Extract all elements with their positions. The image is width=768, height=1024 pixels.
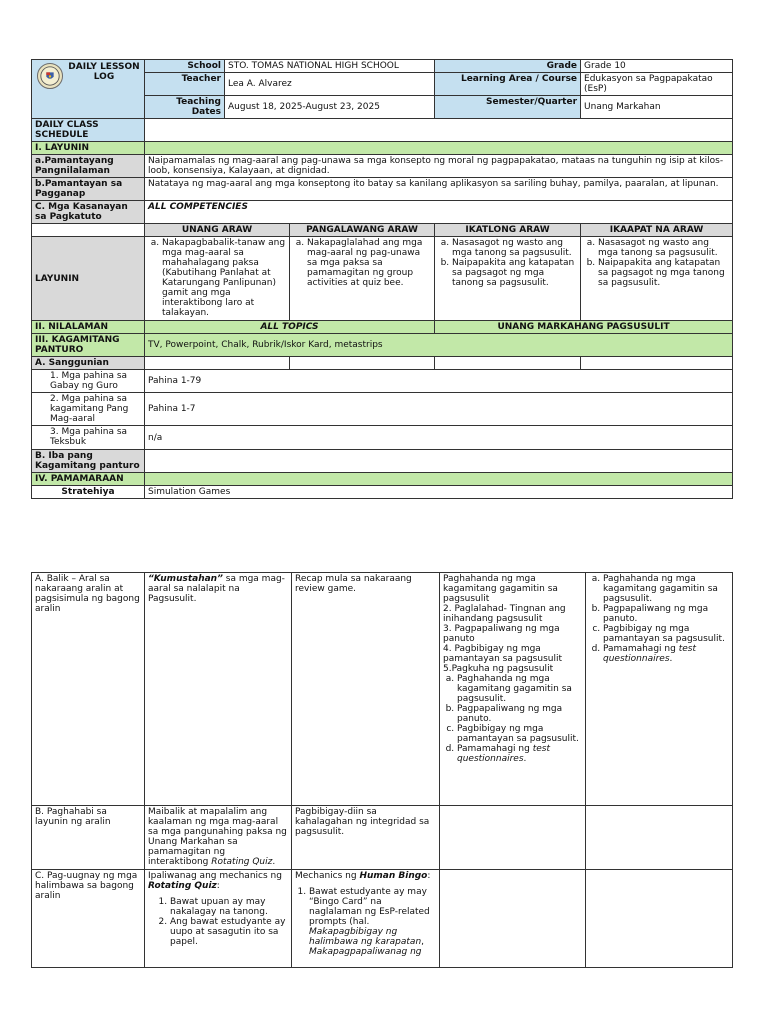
list-item: a. Nasasagot ng wasto ang mga tanong sa pagsusulit. <box>598 238 729 258</box>
sanggunian-day3 <box>435 357 581 370</box>
kagamitang-panturo-heading: III. KAGAMITANG PANTURO <box>32 334 145 357</box>
daily-lesson-log-table-procedures <box>31 572 733 968</box>
stratehiya-label: Stratehiya <box>32 486 145 499</box>
teacher-label: Teacher <box>145 73 225 96</box>
layunin-day3 <box>435 237 581 321</box>
layunin-day1 <box>145 237 290 321</box>
school-label: School <box>145 60 225 73</box>
list-item: a. Nakapaglalahad ang mga mag-aaral ng pag-unawa sa mga paksa sa pamamagitan ng group activities at quiz bee. <box>307 238 431 288</box>
daily-class-schedule-value <box>145 119 733 142</box>
day-header-2: PANGALAWANG ARAW <box>290 224 435 237</box>
kumustahan-title: “Kumustahan” <box>148 574 223 584</box>
list-item: 1. Bawat upuan ay may nakalagay na tanong. <box>170 897 288 917</box>
teksbuk-value: n/a <box>145 426 733 450</box>
sanggunian-day2 <box>290 357 435 370</box>
list-item: b. Naipapakita ang katapatan sa pagsagot ng mga tanong sa pagsusulit. <box>598 258 729 288</box>
pag-uugnay-day4 <box>586 870 733 968</box>
text-line: 4. Pagbibigay ng mga pamantayan sa pagsusulit <box>443 644 562 664</box>
mga-kasanayan-text: ALL COMPETENCIES <box>145 201 733 224</box>
paghahabi-day4 <box>586 806 733 870</box>
sanggunian-day4 <box>581 357 733 370</box>
grade-value: Grade 10 <box>581 60 733 73</box>
list-item: 2. Ang bawat estudyante ay uupo at sasagutin ito sa papel. <box>170 917 288 947</box>
text-line: 3. Pagpapaliwang ng mga panuto <box>443 624 560 644</box>
teaching-dates-label: Teaching Dates <box>145 96 225 119</box>
item-number: 2. <box>50 394 59 404</box>
item-label: Mga pahina sa kagamitang Pang Mag-aaral <box>50 394 129 424</box>
balik-aral-day3 <box>440 573 586 806</box>
kumustahan-text: sa mga mag-aaral sa nalalapit na Pagsusulit. <box>148 574 285 604</box>
pag-uugnay-day3 <box>440 870 586 968</box>
sanggunian-label: A. Sanggunian <box>32 357 145 370</box>
iba-pang-kagamitang-label: B. Iba pang Kagamitang panturo <box>32 450 145 473</box>
grade-label: Grade <box>435 60 581 73</box>
list-item: b. Naipapakita ang katapatan sa pagsagot ng mga tanong sa pagsusulit. <box>452 258 577 288</box>
learning-area-label: Learning Area / Course <box>435 73 581 96</box>
teaching-dates-value: August 18, 2025-August 23, 2025 <box>225 96 435 119</box>
kagamitang-panturo-value: TV, Powerpoint, Chalk, Rubrik/Iskor Kard, metastrips <box>145 334 733 357</box>
learning-area-value: Edukasyon sa Pagpapakatao (EsP) <box>581 73 733 96</box>
list-item: 1. Bawat estudyante ay may “Bingo Card” na naglalaman ng EsP-related prompts (hal. Makapagbibigay ng halimbawa ng karapatan, Makapagpapaliwanag ng <box>309 887 436 957</box>
layunin-row-label: LAYUNIN <box>32 237 145 321</box>
pamantayang-pangnilalaman-text: Naipamamalas ng mag-aaral ang pag-unawa sa mga konsepto ng moral ng pagpapakatao, mataas na tunguhin ng isip at kilos-loob, konsensiya, Kalayaan, at dignidad. <box>145 155 733 178</box>
text-line: 5.Pagkuha ng pagsusulit <box>443 664 554 674</box>
pag-uugnay-day1: Ipaliwanag ang mechanics ng Rotating Quiz: 1. Bawat upuan ay may nakalagay na tanong. 2. Ang bawat estudyante ay uupo at sasagutin ito sa papel. <box>145 870 292 968</box>
pag-uugnay-label: C. Pag-uugnay ng mga halimbawa sa bagong aralin <box>32 870 145 968</box>
list-item: a. Paghahanda ng mga kagamitang gagamitin sa pagsusulit. <box>457 674 582 704</box>
kagamitang-pang-mag-aaral-label <box>32 393 145 426</box>
day-header-1: UNANG ARAW <box>145 224 290 237</box>
pagsusulit-steps <box>443 574 582 674</box>
pamantayan-sa-pagganap-text: Natataya ng mag-aaral ang mga konseptong ito batay sa kanilang aplikasyon sa sariling buhay, pamilya, paaralan, at lipunan. <box>145 178 733 201</box>
layunin-section-heading: I. LAYUNIN <box>32 142 145 155</box>
paghahabi-label: B. Paghahabi sa layunin ng aralin <box>32 806 145 870</box>
daily-class-schedule-label: DAILY CLASS SCHEDULE <box>32 119 145 142</box>
stratehiya-value: Simulation Games <box>145 486 733 499</box>
text-line: Paghahanda ng mga kagamitang gagamitin sa pagsusulit <box>443 574 558 604</box>
mga-kasanayan-label: C. Mga Kasanayan sa Pagkatuto <box>32 201 145 224</box>
gabay-ng-guro-value: Pahina 1-79 <box>145 370 733 393</box>
list-item: a. Nakapagbabalik-tanaw ang mga mag-aaral sa mahahalagang paksa (Kabutihang Panlahat at Katarungang Panlipunan) gamit ang mga interaktibong laro at talakayan. <box>162 238 286 318</box>
dll-logo-cell <box>32 60 145 119</box>
pamamaraan-heading: IV. PAMAMARAAN <box>32 473 145 486</box>
balik-aral-day2: Recap mula sa nakaraang review game. <box>292 573 440 806</box>
teacher-value: Lea A. Alvarez <box>225 73 435 96</box>
pamantayang-pangnilalaman-label: a.Pamantayang Pangnilalaman <box>32 155 145 178</box>
list-item: b. Pagpapaliwang ng mga panuto. <box>457 704 582 724</box>
list-item: d. Pamamahagi ng test questionnaires. <box>457 744 582 764</box>
day-header-4: IKAAPAT NA ARAW <box>581 224 733 237</box>
balik-aral-label: A. Balik – Aral sa nakaraang aralin at pagsisimula ng bagong aralin <box>32 573 145 806</box>
list-item: c. Pagbibigay ng mga pamantayan sa pagsusulit. <box>603 624 729 644</box>
list-item: c. Pagbibigay ng mga pamantayan sa pagsusulit. <box>457 724 582 744</box>
nilalaman-heading: II. NILALAMAN <box>32 321 145 334</box>
layunin-day2 <box>290 237 435 321</box>
teksbuk-label <box>32 426 145 450</box>
list-item: a. Paghahanda ng mga kagamitang gagamitin sa pagsusulit. <box>603 574 729 604</box>
iba-pang-kagamitang-value <box>145 450 733 473</box>
deped-seal-icon <box>37 63 63 89</box>
item-label: Mga pahina sa Teksbuk <box>50 427 128 447</box>
layunin-section-fill <box>145 142 733 155</box>
dll-title: DAILY LESSON LOG <box>68 62 140 82</box>
list-item: a. Nasasagot ng wasto ang mga tanong sa pagsusulit. <box>452 238 577 258</box>
list-item: b. Pagpapaliwang ng mga panuto. <box>603 604 729 624</box>
pamantayan-sa-pagganap-label: b.Pamantayan sa Pagganap <box>32 178 145 201</box>
layunin-day4 <box>581 237 733 321</box>
sanggunian-day1 <box>145 357 290 370</box>
nilalaman-pagsusulit: UNANG MARKAHANG PAGSUSULIT <box>435 321 733 334</box>
gabay-ng-guro-label <box>32 370 145 393</box>
kagamitang-pang-mag-aaral-value: Pahina 1-7 <box>145 393 733 426</box>
pag-uugnay-day2: Mechanics ng Human Bingo: 1. Bawat estudyante ay may “Bingo Card” na naglalaman ng EsP-related prompts (hal. Makapagbibigay ng halimbawa ng karapatan, Makapagpapaliwanag ng <box>292 870 440 968</box>
day-header-blank <box>32 224 145 237</box>
paghahabi-day1: Maibalik at mapalalim ang kaalaman ng mga mag-aaral sa mga pangunahing paksa ng Unang Markahan sa pamamagitan ng interaktibong Rotating Quiz. <box>145 806 292 870</box>
item-number: 1. <box>50 371 59 381</box>
day-header-3: IKATLONG ARAW <box>435 224 581 237</box>
paghahabi-day2: Pagbibigay-diin sa kahalagahan ng integridad sa pagsusulit. <box>292 806 440 870</box>
paghahabi-day3 <box>440 806 586 870</box>
item-number: 3. <box>50 427 59 437</box>
balik-aral-day1 <box>145 573 292 806</box>
balik-aral-day4 <box>586 573 733 806</box>
list-item: d. Pamamahagi ng test questionnaires. <box>603 644 729 664</box>
daily-lesson-log-table-top <box>31 59 733 499</box>
text-line: 2. Paglalahad- Tingnan ang inihandang pagsusulit <box>443 604 566 624</box>
pamamaraan-fill <box>145 473 733 486</box>
semester-value: Unang Markahan <box>581 96 733 119</box>
item-label: Mga pahina sa Gabay ng Guro <box>50 371 128 391</box>
school-value: STO. TOMAS NATIONAL HIGH SCHOOL <box>225 60 435 73</box>
nilalaman-all-topics: ALL TOPICS <box>145 321 435 334</box>
semester-label: Semester/Quarter <box>435 96 581 119</box>
